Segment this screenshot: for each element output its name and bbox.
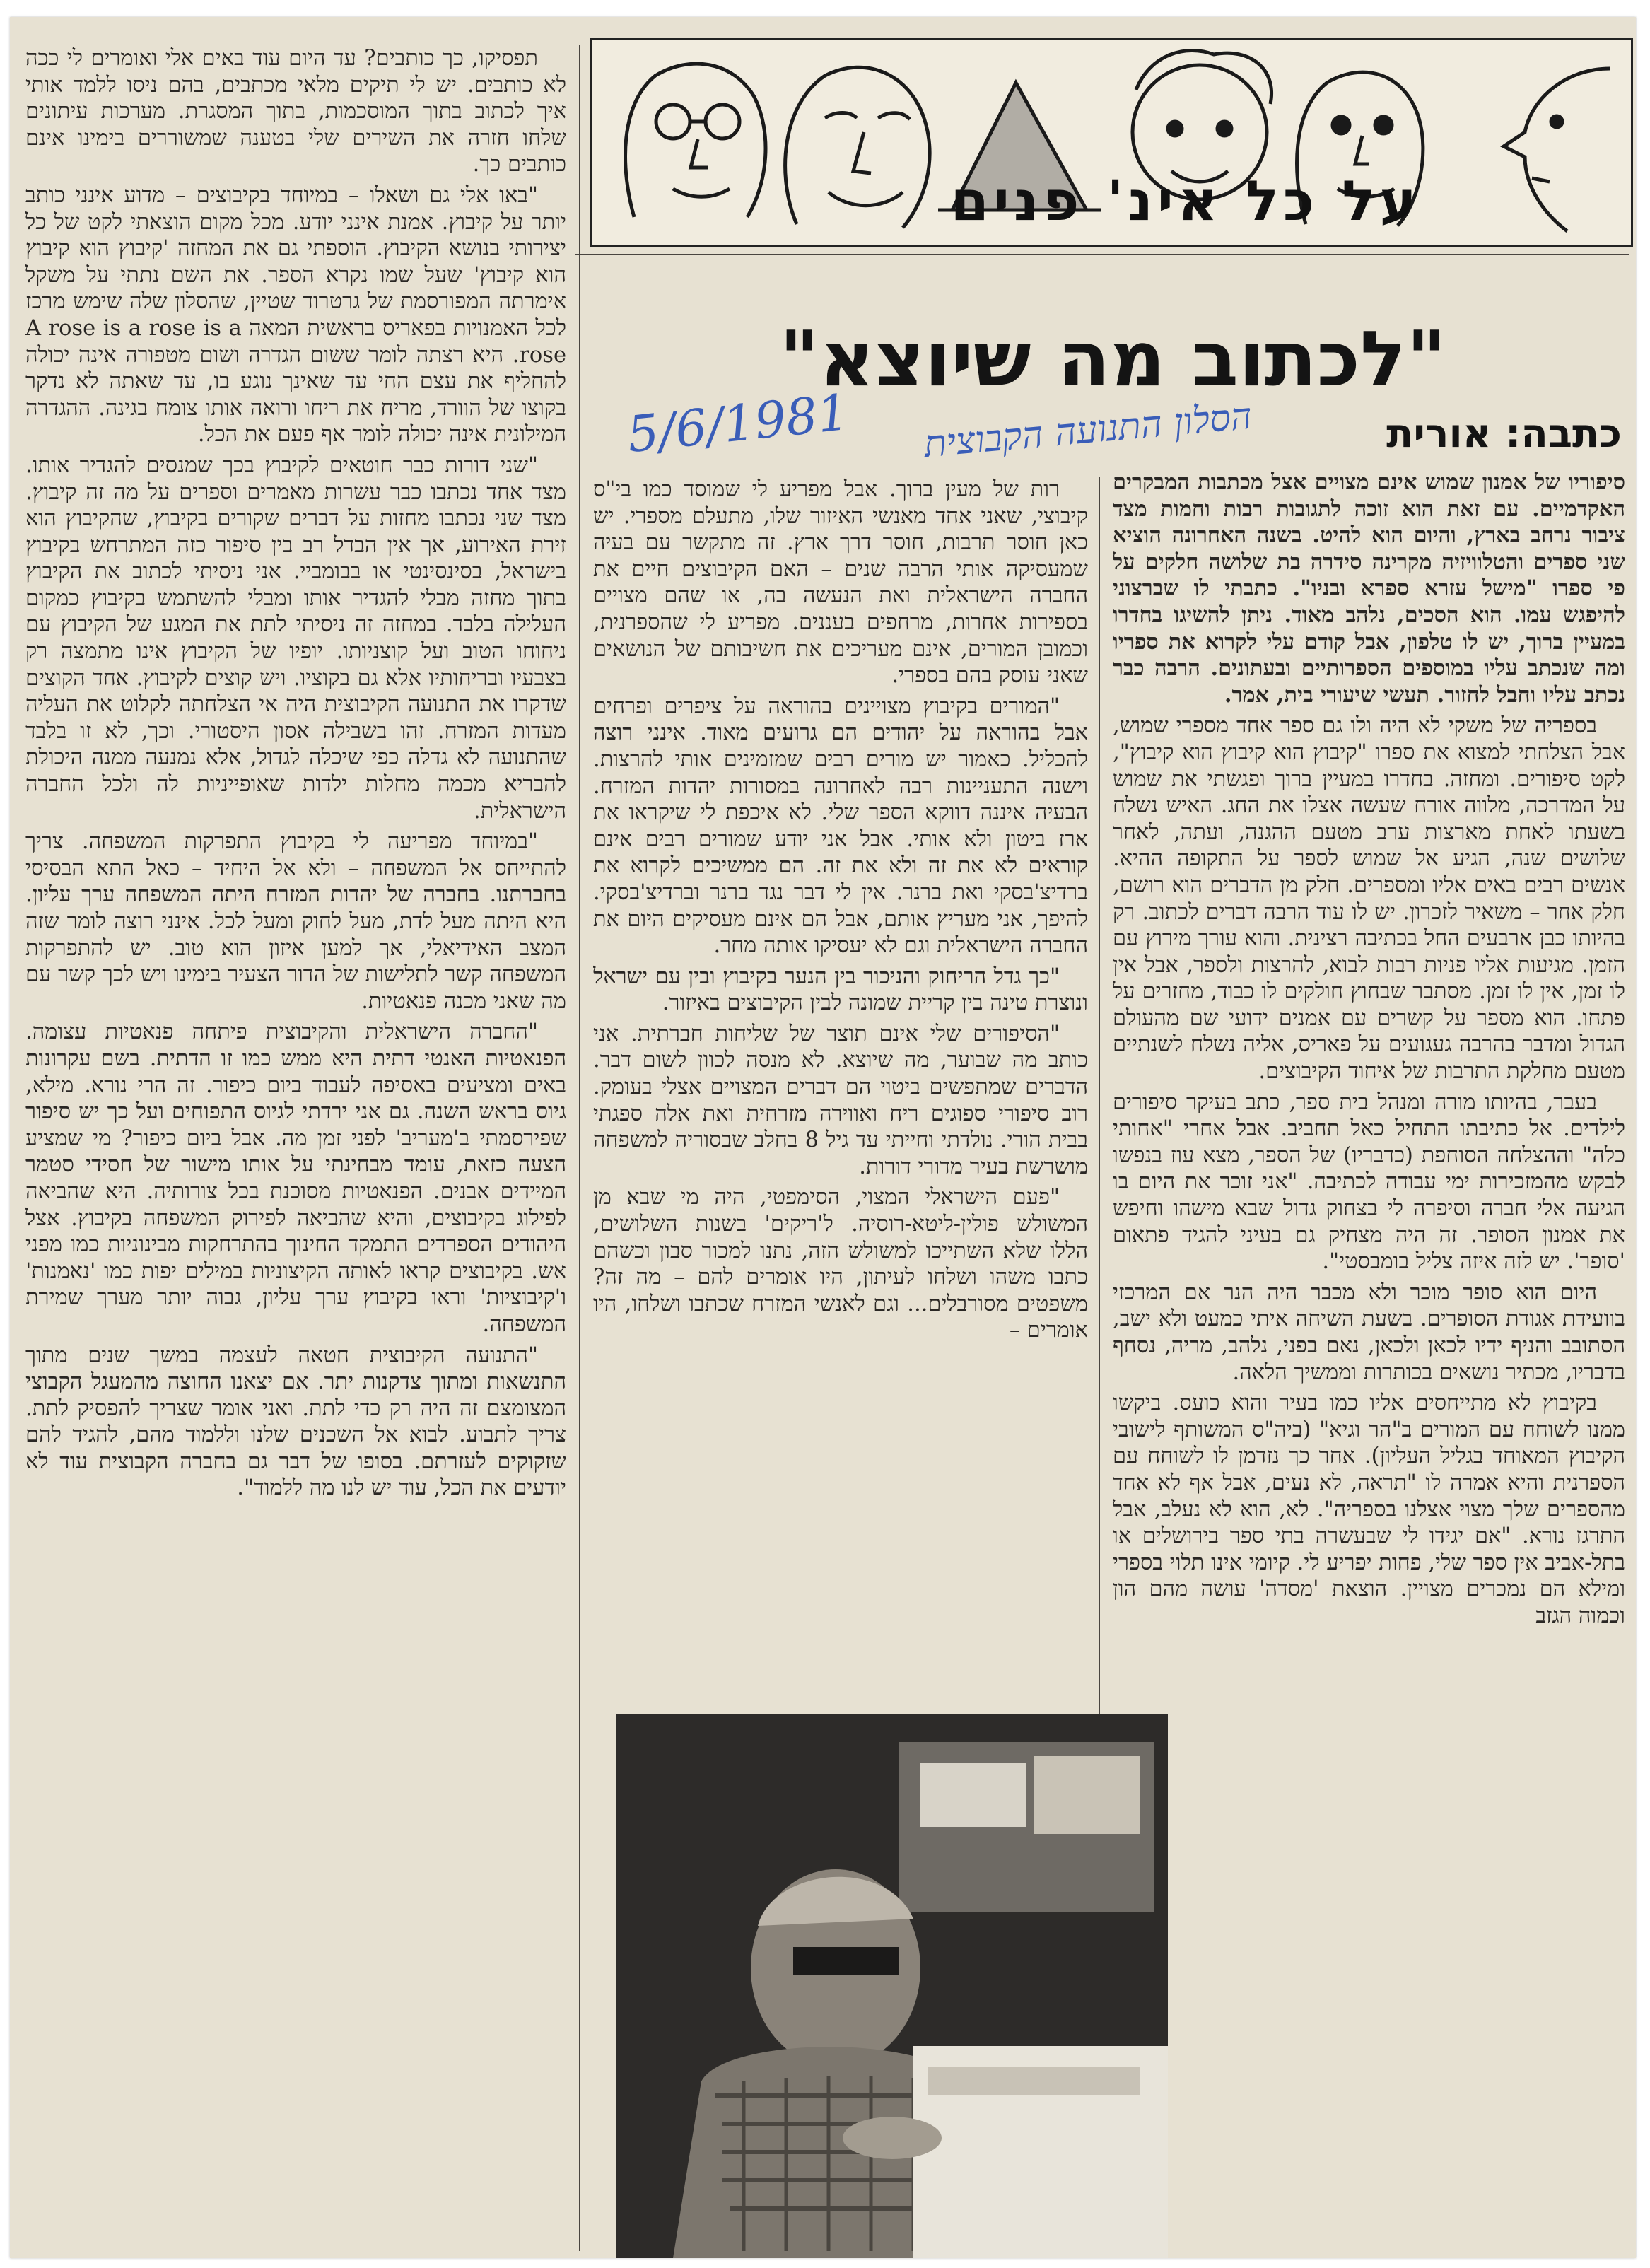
body-paragraph: "במיוחד מפריעה לי בקיבוץ התפרקות המשפחה. צריך להתייחס אל המשפחה – ולא אל היחיד – כאל התא הבסיסי בחברתנו. בחברה של יהדות המזרח היתה המשפחה ערך עליון. היא היתה מעל לדת, מעל לחוק ומעל לכל. אינני רוצה לומר שזה המצב האידיאלי, אך למען איזון הוא טוב. יש להתפרקות המשפחה קשר לתלישות של הדור הצעיר בימינו ויש לכך קשר עם מה שאני מכנה פנאטיות. xyxy=(25,829,566,1014)
body-paragraph: "החברה הישראלית והקיבוצית פיתחה פנאטיות עצומה. הפנאטיות האנטי דתית היא ממש כמו זו הדתית. בשם עקרונות באים ומציעים באסיפה לעבוד ביום כיפור. זה הרי נורא. מילא, גיוס בראש השנה. גם אני ירדתי לגיוס התפוחים ועל כך יש סיפור שפירסמתי ב'מעריב' לפני זמן מה. אבל ביום כיפור? מי שמציע הצעה כזאת, עומד מבחינתי על אותו מישור של חסידי סטמר המיידים אבנים. הפנאטיות מסוכנת בכל צורותיה. היא שהביאה לפילוג בקיבוצים, והיא שהביאה לפירוק המשפחה בקיבוץ. אצל היהודים הספרדים התמקד החינוך בהתרחקות מבינוניות כמו מפני אש. בקיבוצים קראו לאותה הקיצוניות במילים יפות כמו 'נאמנות' ו'קיבוציות' וראו בקיבוץ ערך עליון, גבוה יותר מערך שמירת המשפחה. xyxy=(25,1019,566,1337)
body-paragraph: "הסיפורים שלי אינם תוצר של שליחות חברתית. אני כותב מה שבוער, מה שיוצא. לא מנסה לכוון לשום דבר. הדברים שמתפשים ביטוי הם דברים המצויים אצלי בעומק. רוב סיפורי ספוגים ריח ואווירה מזרחית ואת אלה ספגתי בבית הורי. נולדתי וחייתי עד גיל 8 בחלב שבסוריה למשפחה מושרשת בעיר מדורי דורות. xyxy=(593,1021,1088,1179)
body-paragraph: בספריה של משקי לא היה ולו גם ספר אחד מספרי שמוש, אבל הצלחתי למצוא את ספרו "קיבוץ הוא קיבוץ הוא קיבוץ", לקט סיפורים. ומחזה. בחדרו במעיין ברוך ופגשתי את שמוש על המדרכה, מלווה אורח שעשה אצלו את החג. האיש נשלח בשעתו לאחת מארצות ערב מטעם ההגנה, ועתה, לאחר שלושים שנה, הגיע אל שמוש לספר על התקופה ההיא. אנשים רבים באים אליו ומספרים. חלק מן הדברים הוא רושם, חלק אחר – משאיר לזכרון. יש לו עוד הרבה דברים לכתוב. רק בהיותו כבן ארבעים החל בכתיבה רצינית. והוא עורך מירוץ עם הזמן. מגיעות אליו פניות רבות לבוא, להרצות ולספר, אבל אין לו זמן, אין לו זמן. מסתבר שבחוץ חולקים לו כבוד, מחזרים על פתחו. הוא מספר על קשרים עם אמנים ידועי שם מהעולם הגדול ומדבר בהרבה געגועים על פאריס, אליה נשלח לשנתיים מטעם מחלקת התרבות של איחוד הקיבוצים. xyxy=(1113,713,1625,1085)
body-paragraph: "שני דורות כבר חוטאים לקיבוץ בכך שמנסים להגדיר אותו. מצד אחד נכתבו כבר עשרות מאמרים וספרים על מה זה קיבוץ. מצד שני נכתבו מחזות על דברים שקורים בקיבוץ, שהקיבוץ הוא זירת האירוע, אך אין הבדל רב בין סיפור כזה המתרחש בקיבוץ בישראל, בסינסינטי או בבומביי. אני ניסיתי לכתוב את הקיבוץ בתוך מחזה מבלי להגדיר אותו ומבלי להשתמש בקיבוץ כמקום העלילה בלבד. במחזה זה ניסיתי לתת את המגע של הקיבוץ עם ניחוחו הטוב ועל קוצניותו. יופיו של הקיבוץ אינו מתמצה רק בצבעיו ובריחותיו אלא גם בקוציו. ויש קוצים לקיבוץ. אחד הקוצים שדקרו את התנועה הקיבוצית היה אי הצלחתה לקלוט את העליה מעדות המזרח. זהו בשבילה אסון היסטורי. וכך, לא זו בלבד שהתנועה לא גדלה כפי שיכלה לגדול, אלא נמנעה ממנה היכולת להבריא מכמה מחלות ילדות שאופייניות לה ולכל החברה הישראלית. xyxy=(25,452,566,824)
man-at-typewriter-image xyxy=(616,1714,1168,2258)
newspaper-clipping xyxy=(10,17,1636,2258)
handwritten-note: הסלון התנועה הקבוצית xyxy=(922,394,1254,467)
body-paragraph: בקיבוץ לא מתייחסים אליו כמו בעיר והוא כועס. ביקשו ממנו לשוחח עם המורים ב"הר וגיא" (ביה"ס המשותף לישובי הקיבוץ המאוחד בגליל העליון). אחר כך נזדמן לו לשוחח עם הספרנית והיא אמרה לו "תראה, לא נעים, אבל אף לא אחד מהספרים שלך מצוי אצלנו בספריה". לא, הוא לא נעלב, אבל התרגז נורא. "אם יגידו לי שבעשרה בתי ספר בירושלים או בתל-אביב אין ספר שלי, פחות יפריע לי. קיומי אינו תלוי בספרי ומילא הם נמכרים מצויין. הוצאת 'מסדה' עושה מהם הון וכמוה הגזב xyxy=(1113,1391,1625,1628)
author-photo xyxy=(616,1714,1168,2258)
middle-column xyxy=(593,477,1088,1693)
left-column xyxy=(25,45,566,2255)
banner-rule xyxy=(575,254,1629,255)
handwritten-date: 5/6/1981 xyxy=(624,382,852,464)
body-paragraph: "כך גדל הריחוק והניכור בין הנער בקיבוץ ובין עם ישראל ונוצרת טינה בין קריית שמונה לבין הקיבוצים באיזור. xyxy=(593,964,1088,1016)
body-paragraph: רות של מעין ברוך. אבל מפריע לי שמוסד כמו בי"ס קיבוצי, שאני אחד מאנשי האיזור שלו, מתעלם מספרי. יש כאן חוסר תרבות, חוסר דרך ארץ. זה מתקשר עם בעיה שמעסיקה אותי הרבה שנים – האם הקיבוצים חיים את החברה הישראלית ואת הנעשה בה, או שהם מצויים בספירות אחרות, מרחפים בעננים. מפריע לי שהספרנית, וכמובן המורים, אינם מעריכים את חשיבותם של הנושאים שאני עוסק בהם בספרי. xyxy=(593,477,1088,689)
body-paragraph: "באו אלי גם ושאלו – במיוחד בקיבוצים – מדוע אינני כותב יותר על קיבוץ. אמנת אינני יודע. מכל מקום הוצאתי לקט של כל יצירותי בנושא הקיבוץ. הוספתי גם את המחזה 'קיבוץ הוא קיבוץ הוא קיבוץ' שעל שמו נקרא הספר. את השם נתתי על משקל אימרתה המפורסמת של גרטרוד שטיין, שהסלון שלה שימש מרכז לכל האמנויות בפאריס בראשית המאה A rose is a rose is a rose. היא רצתה לומר ששום הגדרה ושום מטפורה אינה יכולה להחליף את עצם החי עד שאינך נוגע בו, עד שאתה לא נדקר בקוצו של הוורד, מריח את ריחו ורואה אותו צומח בגינה. ההגדרה המילונית אינה יכולה לומר אף פעם את הכל. xyxy=(25,182,566,448)
headline: "לכתוב מה שיוצא" xyxy=(779,315,1446,404)
column-banner xyxy=(590,38,1633,247)
body-paragraph: "התנועה הקיבוצית חטאה לעצמה במשך שנים מתוך התנשאות ומתוך צדקנות יתר. אם יצאנו החוצה מהמעגל הקבוצי המצומצם זה היה רק כדי לתת. ואני אומר שצריך להפסיק לתת. צריך לתבוע. לבוא אל השכנים שלנו וללמוד מהם, להגיד להם שזקוקים לעזרתם. בסופו של דבר גם בחברה הקבוצית עוד לא יודעים את הכל, עוד יש לנו מה ללמוד". xyxy=(25,1343,566,1501)
body-paragraph: "פעם הישראלי המצוי, הסימפטי, היה מי שבא מן המשולש פולין-ליטא-רוסיה. ל'ריקים' בשנות השלושים, הללו שלא השתייכו למשולש הזה, נתנו למכור סבון וכשהם כתבו משהו ושלחו לעיתון, היו אומרים להם – מה זה? משפטים מסורבלים... וגם לאנשי המזרח שכתבו ושלחו, היו אומרים – xyxy=(593,1185,1088,1343)
lede-paragraph: סיפוריו של אמנון שמוש אינם מצויים אצל מכתבות המבקרים האקדמיים. עם זאת הוא זוכה לתגובות רבות וחמות מצד ציבור נרחב בארץ, והיום הוא להיט. בשנה האחרונה הוציא שני ספרים והטלוויזיה מקרינה סידרה בת שלושה חלקים על פי ספרו "מישל עזרא ספרא ובניו". כתבתי לו שברצוני להיפגש עמו. הוא הסכים, נלהב מאוד. ניתן להשיגו בחדרו במעיין ברוך, יש לו טלפון, אבל קודם עלי לקרוא את ספריו ומה שנכתב עליו במוספים הספרותיים ובעתונים. הרבה כבר נכתב עליו וחבל לחזור. תעשי שיעורי בית, אמר. xyxy=(1113,469,1625,708)
column-rule xyxy=(579,45,580,2251)
body-paragraph: היום הוא סופר מוכר ולא מכבר היה הנר אם המרכזי בוועידת אגודת הסופרים. בשעת השיחה איתי כמעט ולא ישב, הסתובב והניף ידיו לכאן ולכאן, נאם בפני, נלהב, מריה, נסחף בדבריו, מכתיר נושאים בכותרות וממשיך הלאה. xyxy=(1113,1280,1625,1385)
body-paragraph: בעבר, בהיותו מורה ומנהל בית ספר, כתב בעיקר סיפורים לילדים. אל כתיבתו התחיל כאל תחביב. אבל אחרי "אחותי כלה" וההצלחה הסוחפת (כדבריו) של הספר, מצא עוז בנפשו לבקש מהמזכירות ימי עבודה לכתיבה. "אני זוכר את היום בו הגיעה אלי חברה וסיפרה לי בצחוק גדול שבא מישהו וחיפש את אמנון הסופר. זה היה מצחיק גם בעיני להגיד פתאום 'סופר'. יש לזה איזה צליל בומבסטי". xyxy=(1113,1089,1625,1275)
section-title: על כל אינ' פנים xyxy=(950,170,1421,233)
body-paragraph: "המורים בקיבוץ מצויינים בהוראה על ציפרים ופרחים אבל בהוראה על יהודים הם גרועים מאוד. אינני רוצה להכליל. כאמור יש מורים רבים שמזמינים אותי להרצות. וישנה התעניינות רבה לאחרונה במסורות יהדות המזרח. הבעיה איננה דווקא הספר שלי. לא איכפת לי שיקראו את ארז ביטון ולא אותי. אבל אני יודע שמורים רבים אינם קוראים לא את זה ולא את זה. הם ממשיכים לקרוא את ברדיצ'בסקי ואת ברנר. אין לי דבר נגד ברנר וברדיצ'בסקי. להיפך, אני מעריץ אותם, אבל הם אינם מעסיקים היום את החברה הישראלית וגם לא יעסיקו אותה מחר. xyxy=(593,694,1088,959)
body-paragraph: תפסיקו, כך כותבים? עד היום עוד באים אלי ואומרים לי ככה לא כותבים. יש לי תיקים מלאי מכתבים, בהם ניסו ללמד אותי איך לכתוב בתוך המוסכמות, בתוך המסגרת. מערכות עיתונים שלחו חזרה את השירים שלי בטענה שמשוררים בימינו אינם כותבים כך. xyxy=(25,46,566,177)
right-column xyxy=(1113,469,1625,2255)
byline: כתבה: אורית xyxy=(1386,411,1622,457)
